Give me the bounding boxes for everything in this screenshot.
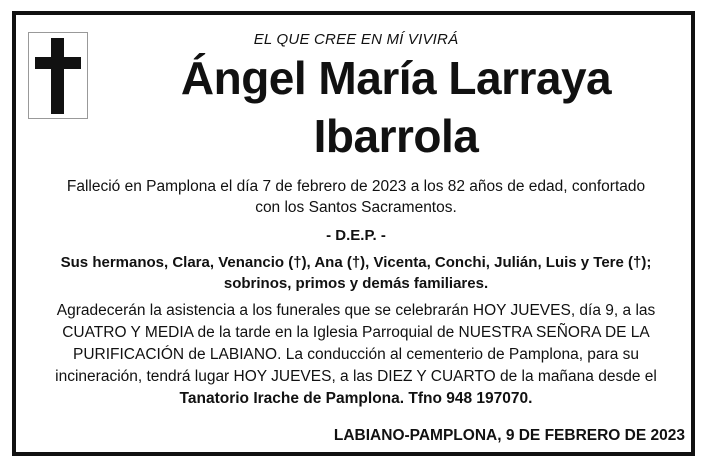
dep-label: - D.E.P. - xyxy=(326,227,386,244)
announcement-line: con los Santos Sacramentos. xyxy=(255,199,457,216)
family-line: sobrinos, primos y demás familiares. xyxy=(223,275,489,292)
cross-horizontal-bar xyxy=(35,57,81,69)
announcement-line: Falleció en Pamplona el día 7 de febrero de 2023 a los 82 años de edad, confortado xyxy=(66,178,646,195)
deceased-name-line2: Ibarrola xyxy=(313,110,479,162)
family-list xyxy=(20,252,692,294)
deceased-name-line1: Ángel María Larraya xyxy=(180,52,612,104)
funeral-details xyxy=(20,300,692,410)
funeral-line: CUATRO Y MEDIA de la tarde en la Iglesia Parroquial de NUESTRA SEÑORA DE LA xyxy=(62,324,650,341)
announcement xyxy=(20,176,692,218)
funeral-line: PURIFICACIÓN de LABIANO. La conducción al cementerio de Pamplona, para su xyxy=(72,346,640,363)
cross-vertical-bar xyxy=(51,38,64,114)
funeral-line: Agradecerán la asistencia a los funerales que se celebrarán HOY JUEVES, día 9, a las xyxy=(56,302,656,319)
quote: EL QUE CREE EN MÍ VIVIRÁ xyxy=(253,31,459,48)
funeral-line: incineración, tendrá lugar HOY JUEVES, a las DIEZ Y CUARTO de la mañana desde el xyxy=(55,368,657,385)
place-date-footer: LABIANO-PAMPLONA, 9 DE FEBRERO DE 2023 xyxy=(333,427,685,444)
family-line: Sus hermanos, Clara, Venancio (†), Ana (†), Vicenta, Conchi, Julián, Luis y Tere (†); xyxy=(60,254,652,271)
funeral-line-bold: Tanatorio Irache de Pamplona. Tfno 948 197070. xyxy=(179,390,533,407)
